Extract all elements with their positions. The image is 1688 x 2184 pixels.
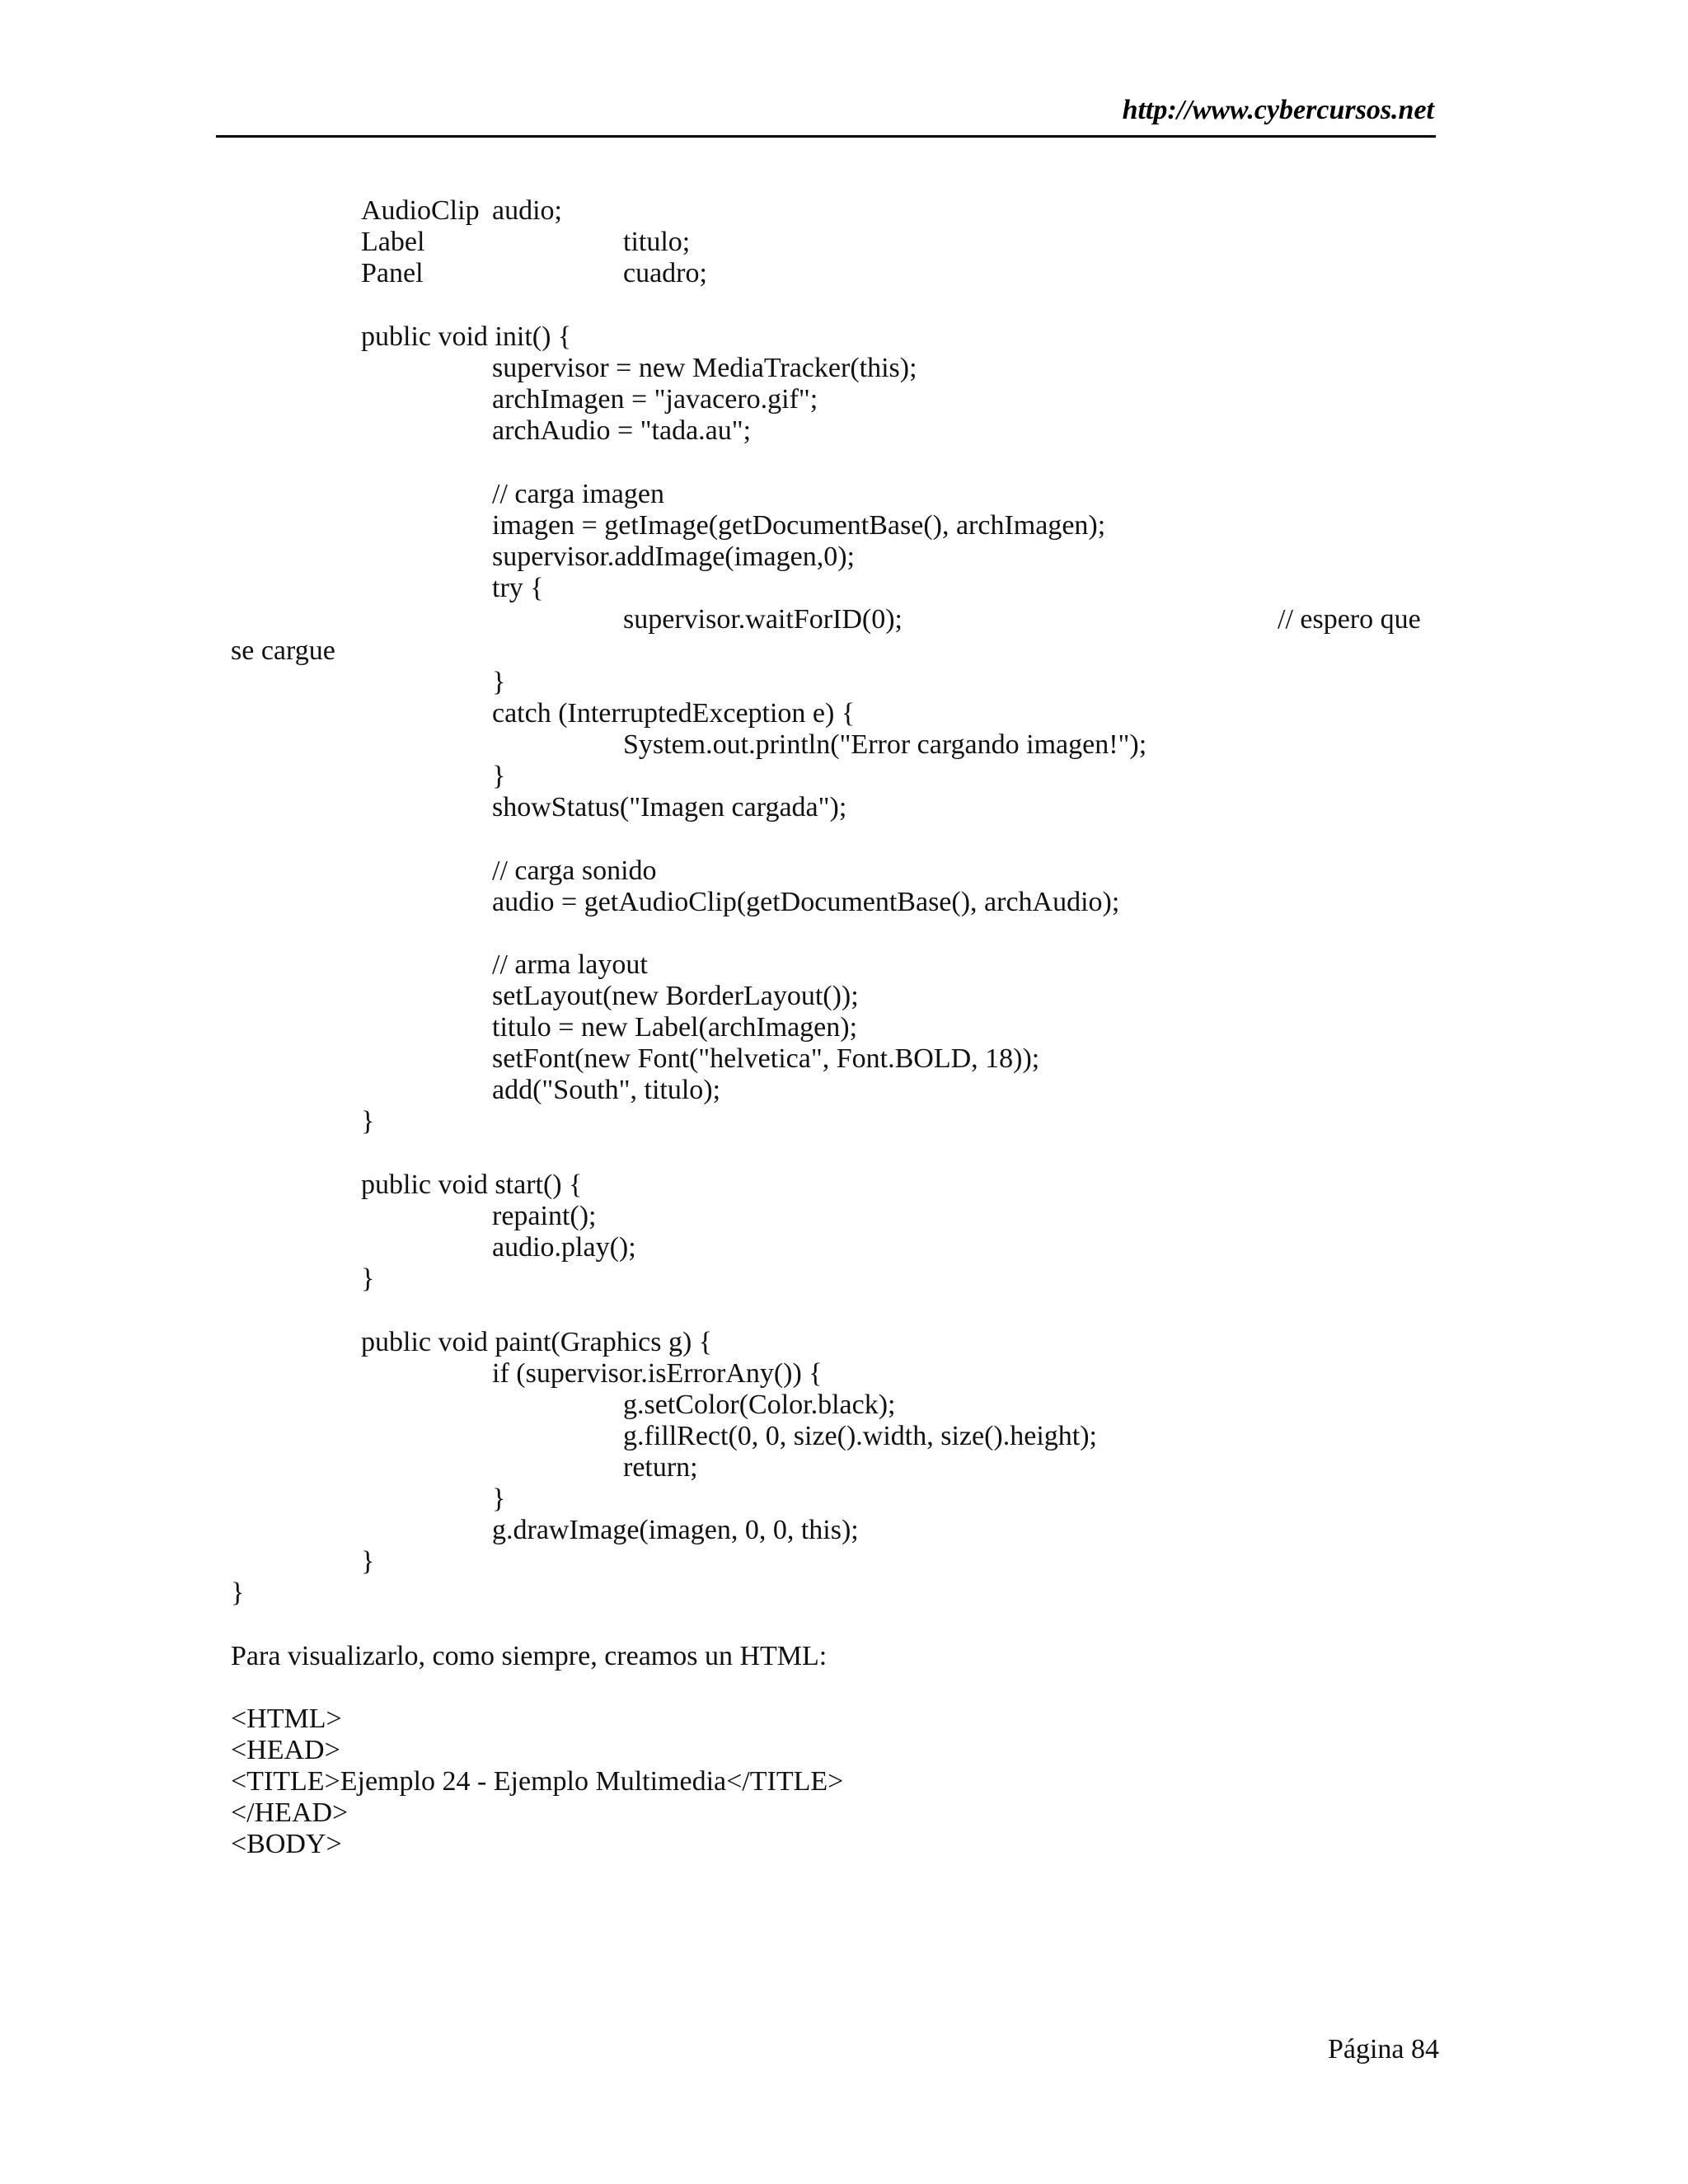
code-start-signature: public void start() { — [361, 1169, 583, 1200]
code-line: setFont(new Font("helvetica", Font.BOLD, 18)); — [492, 1043, 1040, 1074]
code-line: archAudio = "tada.au"; — [492, 415, 752, 446]
code-audioclip-name: audio; — [492, 195, 562, 226]
code-label-name: titulo; — [623, 227, 691, 257]
code-comment-wrap: se cargue — [231, 635, 335, 666]
code-line: g.fillRect(0, 0, size().width, size().height); — [623, 1421, 1097, 1451]
code-line: add("South", titulo); — [492, 1075, 721, 1105]
code-comment: // espero que — [1278, 604, 1421, 635]
code-brace: } — [361, 1106, 375, 1137]
code-line: audio = getAudioClip(getDocumentBase(), archAudio); — [492, 887, 1120, 917]
code-label-type: Label — [361, 227, 425, 257]
code-brace: } — [492, 1483, 506, 1514]
code-brace: } — [492, 761, 506, 791]
code-comment: // carga sonido — [492, 855, 657, 886]
code-line: showStatus("Imagen cargada"); — [492, 792, 847, 823]
code-line: if (supervisor.isErrorAny()) { — [492, 1358, 823, 1389]
code-init-signature: public void init() { — [361, 321, 572, 352]
header-url: http://www.cybercursos.net — [1122, 95, 1434, 125]
code-line: supervisor.addImage(imagen,0); — [492, 541, 855, 572]
code-line: return; — [623, 1452, 698, 1483]
code-comment: // arma layout — [492, 949, 648, 980]
code-audioclip-type: AudioClip — [361, 195, 480, 226]
code-line: repaint(); — [492, 1201, 597, 1231]
header-divider — [216, 135, 1436, 138]
code-line: catch (InterruptedException e) { — [492, 698, 856, 729]
code-line: imagen = getImage(getDocumentBase(), archImagen); — [492, 510, 1106, 541]
code-line: archImagen = "javacero.gif"; — [492, 384, 818, 415]
html-line: <HTML> — [231, 1704, 342, 1734]
code-line: g.setColor(Color.black); — [623, 1390, 896, 1420]
page-number: Página 84 — [1327, 2034, 1439, 2064]
code-paint-signature: public void paint(Graphics g) { — [361, 1327, 713, 1357]
html-line: </HEAD> — [231, 1797, 349, 1828]
code-line: try { — [492, 573, 544, 603]
code-brace: } — [361, 1546, 375, 1577]
html-line: <TITLE>Ejemplo 24 - Ejemplo Multimedia</TITLE> — [231, 1766, 844, 1797]
code-brace: } — [231, 1577, 245, 1608]
code-brace: } — [492, 667, 506, 697]
code-panel-name: cuadro; — [623, 258, 707, 288]
html-line: <HEAD> — [231, 1735, 340, 1765]
code-panel-type: Panel — [361, 258, 424, 288]
body-paragraph: Para visualizarlo, como siempre, creamos un HTML: — [231, 1641, 828, 1671]
code-line: System.out.println("Error cargando imagen!"); — [623, 729, 1147, 760]
code-line: setLayout(new BorderLayout()); — [492, 981, 859, 1011]
code-comment: // carga imagen — [492, 479, 664, 509]
code-line: audio.play(); — [492, 1232, 636, 1263]
code-line: titulo = new Label(archImagen); — [492, 1012, 858, 1043]
code-line: g.drawImage(imagen, 0, 0, this); — [492, 1515, 859, 1545]
code-line: supervisor = new MediaTracker(this); — [492, 353, 917, 383]
code-line: supervisor.waitForID(0); — [623, 604, 903, 635]
code-brace: } — [361, 1263, 375, 1294]
html-line: <BODY> — [231, 1829, 342, 1859]
